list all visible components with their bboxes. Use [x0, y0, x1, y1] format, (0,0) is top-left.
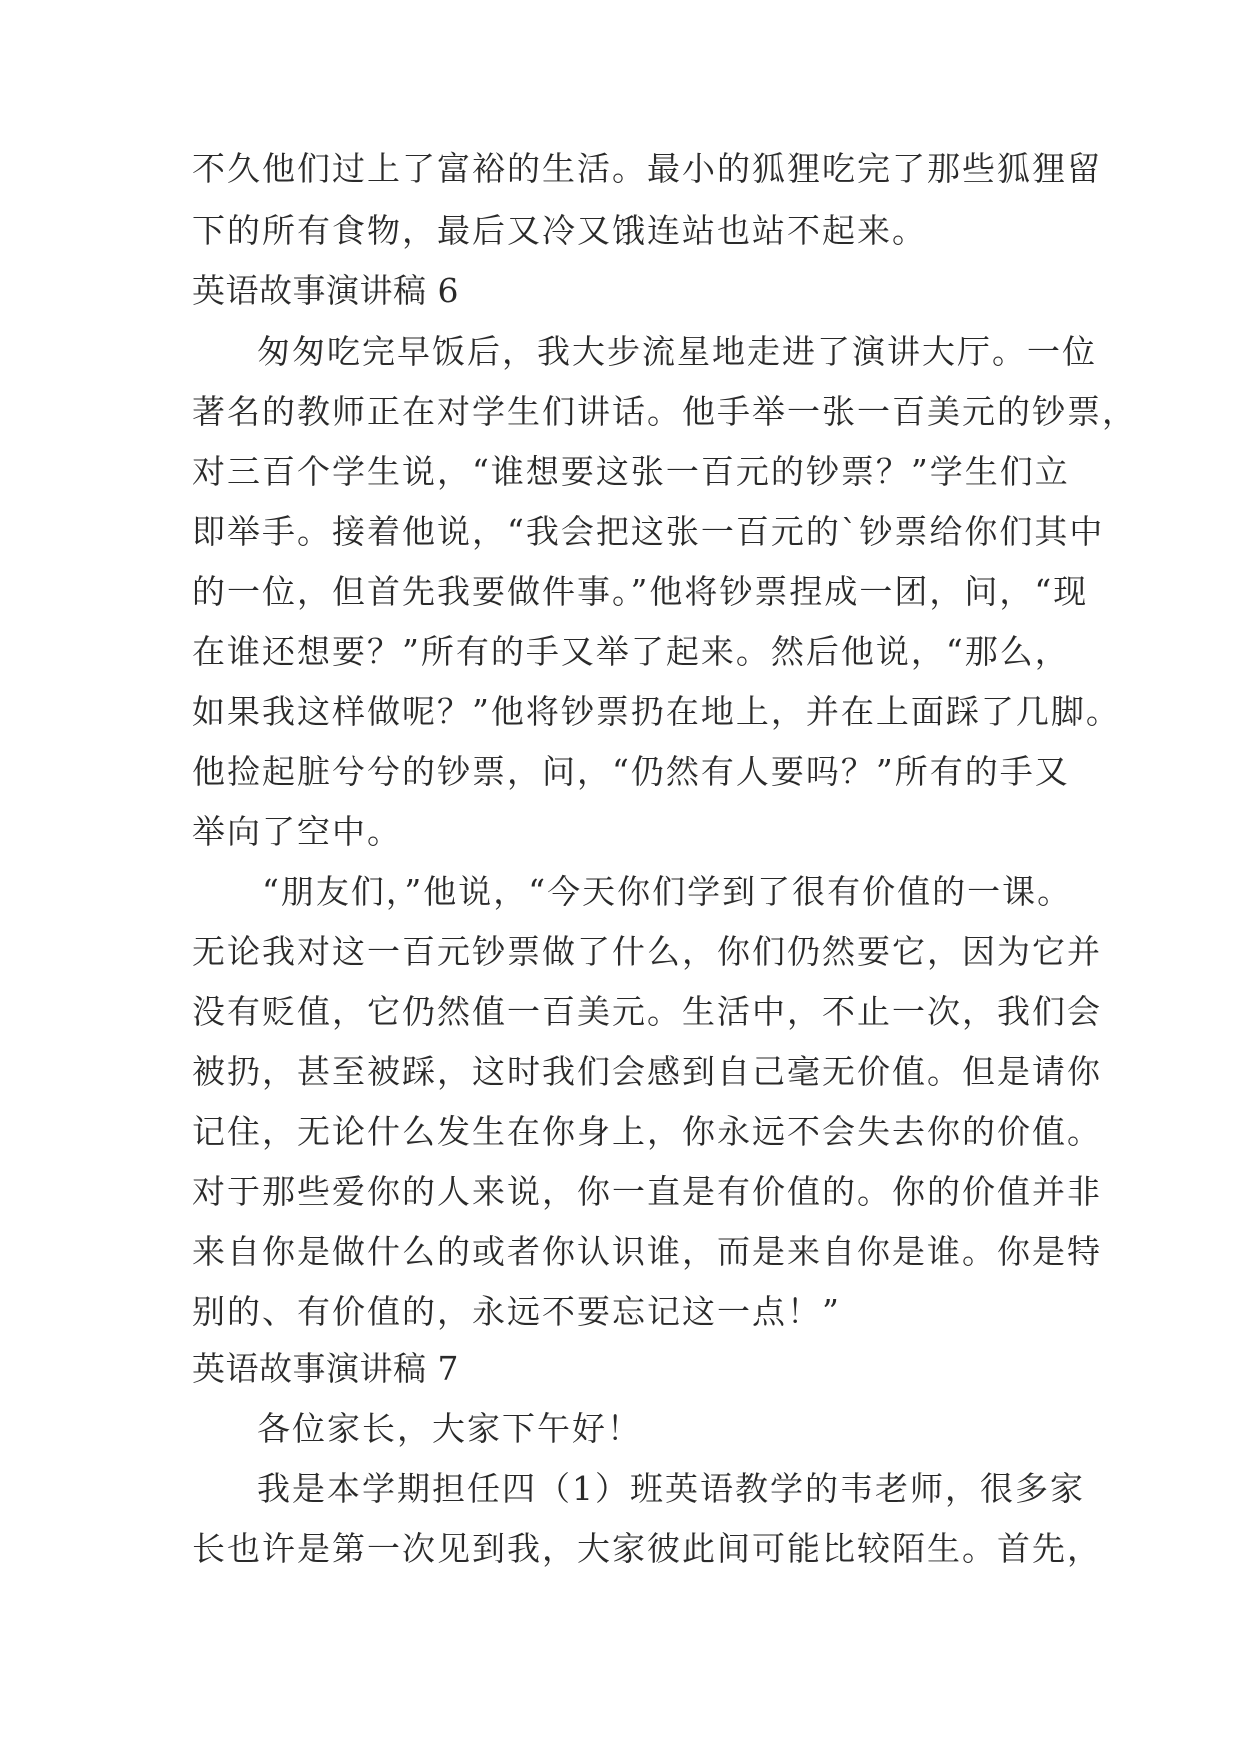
text-line: 的一位，但首先我要做件事。”他将钞票捏成一团，问，“现 [192, 572, 1089, 611]
text-line: 著名的教师正在对学生们讲话。他手举一张一百美元的钞票， [192, 392, 1137, 431]
text-line: 匆匆吃完早饭后，我大步流星地走进了演讲大厅。一位 [257, 332, 1097, 371]
text-line: 在谁还想要？”所有的手又举了起来。然后他说，“那么， [192, 632, 1070, 671]
text-line: 来自你是做什么的或者你认识谁，而是来自你是谁。你是特 [192, 1232, 1102, 1271]
text-line: 他捡起脏兮兮的钞票，问，“仍然有人要吗？”所有的手又 [192, 752, 1070, 791]
text-line: 无论我对这一百元钞票做了什么，你们仍然要它，因为它并 [192, 932, 1102, 971]
text-line: “朋友们，”他说，“今天你们学到了很有价值的一课。 [262, 872, 1073, 911]
text-line: 对三百个学生说，“谁想要这张一百元的钞票？”学生们立 [192, 452, 1070, 491]
section-heading: 英语故事演讲稿 7 [192, 1349, 459, 1388]
text-line: 对于那些爱你的人来说，你一直是有价值的。你的价值并非 [192, 1172, 1102, 1211]
text-line: 不久他们过上了富裕的生活。最小的狐狸吃完了那些狐狸留 [192, 149, 1102, 188]
text-line: 记住，无论什么发生在你身上，你永远不会失去你的价值。 [192, 1112, 1102, 1151]
section-heading: 英语故事演讲稿 6 [192, 271, 459, 310]
text-line: 我是本学期担任四（1）班英语教学的韦老师，很多家 [257, 1469, 1085, 1508]
text-line: 下的所有食物，最后又冷又饿连站也站不起来。 [192, 211, 927, 250]
text-line: 各位家长，大家下午好！ [257, 1409, 642, 1448]
text-line: 长也许是第一次见到我，大家彼此间可能比较陌生。首先， [192, 1529, 1102, 1568]
text-line: 即举手。接着他说，“我会把这张一百元的`钞票给你们其中 [192, 512, 1105, 551]
text-line: 被扔，甚至被踩，这时我们会感到自己毫无价值。但是请你 [192, 1052, 1102, 1091]
text-line: 举向了空中。 [192, 812, 402, 851]
text-line: 没有贬值，它仍然值一百美元。生活中，不止一次，我们会 [192, 992, 1102, 1031]
text-line: 别的、有价值的，永远不要忘记这一点！” [192, 1292, 841, 1331]
text-line: 如果我这样做呢？”他将钞票扔在地上，并在上面踩了几脚。 [192, 692, 1121, 731]
